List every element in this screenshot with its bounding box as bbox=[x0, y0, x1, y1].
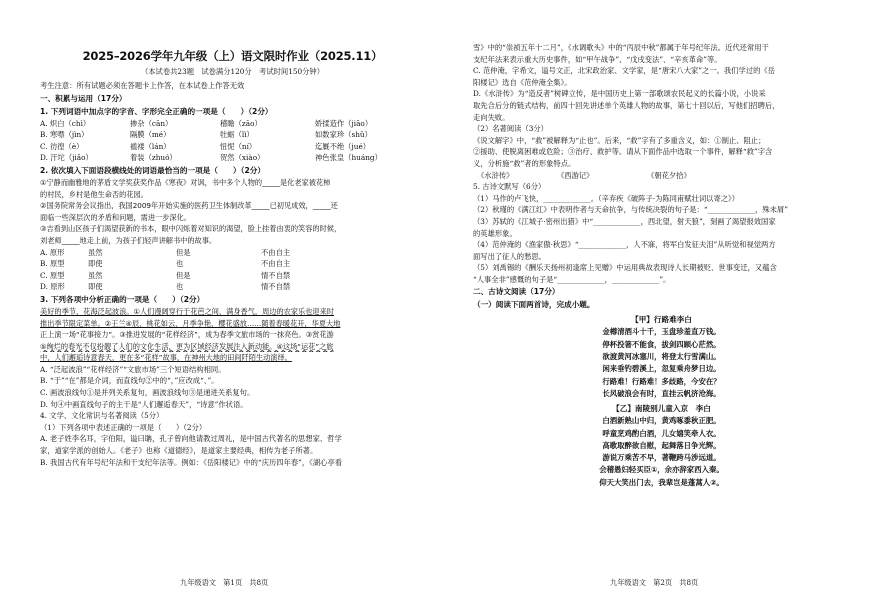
q1-option-row bbox=[40, 118, 425, 130]
body-line: ②援助、使脱离困难或危险；③治疗、救护等。请从下面作品中选取一个事件，解释“救”字含 bbox=[473, 147, 773, 157]
body-line: 雪》中的“崇祯五年十二月”，《水调歌头》中的“丙辰中秋”都属于年号纪年法。近代还常用干 bbox=[473, 43, 769, 52]
q1-option-row bbox=[40, 152, 425, 164]
poem-line: 高歌取醉欲自慰，起舞落日争光辉。 bbox=[602, 440, 721, 450]
q2-option-cell: C. 原型 bbox=[40, 270, 65, 280]
question-5: 5. 古诗文默写（6分） bbox=[473, 182, 546, 192]
question-2: 2. 依次填入下面语段横线处的词语最恰当的一项是（ ）（2分） bbox=[40, 165, 265, 175]
q2-option-cell: 即使 bbox=[88, 282, 103, 292]
q1-option-cell: 忸怩（ní） bbox=[220, 141, 257, 151]
q2-option-cell: 但是 bbox=[176, 247, 191, 257]
poem-line: 欲渡黄河冰塞川，将登太行雪满山。 bbox=[602, 352, 721, 362]
body-line: C. 范仲淹，字希文，谥号文正，北宋政治家、文学家，是“唐宋八大家”之一。我们学过的《岳 bbox=[473, 66, 775, 76]
q3-passage-line: 中，人们邂逅诗意春天，更在多“花样”故事，在神州大地的田间阡陌生动演绎。 bbox=[40, 353, 292, 363]
q3-option: D. 句④中画直线句子的主干是“人们邂逅春天”，“诗意”作状语。 bbox=[40, 399, 248, 409]
q1-option-cell: 神色张皇（huáng） bbox=[315, 153, 382, 163]
q3-passage-line: 正上演一场“花事接力”。③推进发展的“花样经济”，成为春季文旅市场的一抹亮色。③赏花游 bbox=[40, 330, 334, 340]
q1-option-cell: B. 寒噤（jìn） bbox=[40, 130, 89, 140]
q5-line: 的英雄形象。 bbox=[473, 228, 517, 238]
q3-passage-line: 推出季节限定菜单。②王兰④辰、桃花如云、月季争艳、樱花盛放……随着春暖花开，华夏大地 bbox=[40, 318, 341, 328]
body-line: 义，分析施“救”者的形象特点。 bbox=[473, 158, 576, 168]
q2-option-row bbox=[40, 270, 425, 282]
q2-option-cell: 虽然 bbox=[88, 247, 103, 257]
q4-option-line: A. 老子姓李名耳，字伯阳，谥曰聃，孔子曾向他请教过周礼，是中国古代著名的思想家、哲学 bbox=[40, 434, 342, 444]
exam-subtitle: （本试卷共23题 试卷满分120分 考试时间150分钟） bbox=[140, 67, 325, 76]
q2-option-cell: 虽然 bbox=[88, 270, 103, 280]
q2-option-cell: A. 原形 bbox=[40, 247, 65, 257]
notice: 考生注意：所有试题必须在答题卡上作答，在本试卷上作答无效 bbox=[40, 81, 245, 90]
q1-option-cell: 掺杂（cān） bbox=[130, 118, 173, 128]
q1-option-cell: 娇揉造作（jiāo） bbox=[315, 118, 373, 128]
body-line: 阳楼记》选自《范仲淹全集》。 bbox=[473, 77, 572, 87]
q1-option-cell: 稽瞻（zāo） bbox=[220, 118, 262, 128]
q4-option-line: B. 我国古代有年号纪年法和干支纪年法等。例如：《岳阳楼记》中的“庆历四年春”，《湖心亭看 bbox=[40, 457, 343, 467]
q2-option-cell: 不由自主 bbox=[261, 259, 291, 269]
q5-line: （5）刘禹锡的《酬乐天扬州初逢席上见赠》中运用典故表现诗人长期被贬、世事变迁，又蕴含 bbox=[473, 263, 777, 273]
q3-option: A. “泛起波浪”“花样经济”“文旅市场”三个短语结构相同。 bbox=[40, 364, 226, 374]
body-line: 《说文解字》中，“救”被解释为“止也”。后来，“救”字有了多重含义，如：①制止、阻止； bbox=[473, 135, 766, 145]
q5-line: 面写出了征人的愁思。 bbox=[473, 251, 546, 261]
q3-passage-line: ⑤绚烂的春光不仅扮靓了人们的文化生活，更为区域经济发展注入新动能。④这场“运花”之旅 bbox=[40, 341, 334, 351]
q5-line: （1）马作的卢飞快，_____________。（辛弃疾《破阵子·为陈同甫赋壮词以寄之》） bbox=[473, 193, 739, 203]
poem-line: 呼童烹鸡酌白酒，儿女嬉笑牵人衣。 bbox=[602, 428, 721, 438]
q5-line: （3）苏轼的《江城子·密州出猎》中“_____________，西北望，射天狼”，刻画了渴望报效国家 bbox=[473, 216, 776, 226]
body-line: 取先合后分的链式结构，前四十回先讲述单个英雄人物的故事，第七十回以后，写他们招聘后， bbox=[473, 100, 780, 110]
q1-option-cell: 如数家珍（shǔ） bbox=[315, 130, 372, 140]
q3-passage-line: 美好的季节，花海泛起波浪。①人们漫阔穿行于花芭之间，满身香气，周边的农家乐也迎来时 bbox=[40, 306, 334, 316]
subsection-heading: （一）阅读下面两首诗，完成小题。 bbox=[473, 300, 595, 310]
q4-option-line: 家，道家学派的创始人。《老子》也称《道德经》，是道家主要经典，相传为老子所著。 bbox=[40, 446, 318, 456]
q2-option-cell: D. 原形 bbox=[40, 282, 65, 292]
poem-line: 白酒新熟山中归，黄鸡啄黍秋正肥。 bbox=[602, 416, 721, 426]
poem-line: 行路难！行路难！多歧路，今安在？ bbox=[602, 376, 721, 386]
exam-title: 2025–2026学年九年级（上）语文限时作业（2025.11） bbox=[82, 49, 383, 63]
q1-option-cell: 着装（zhuó） bbox=[130, 153, 177, 163]
section-2-heading: 二、古诗文阅读（17分） bbox=[473, 287, 560, 297]
poem-line: 仰天大笑出门去，我辈岂是蓬蒿人②。 bbox=[599, 477, 724, 487]
poem-line: 金樽清酒斗十千，玉盘珍羞直万钱。 bbox=[602, 327, 721, 337]
q3-option: B. “于”“在”都是介词，而直线句②中的“，”应改成“、”。 bbox=[40, 376, 219, 386]
q1-option-cell: 迄厩不绝（jué） bbox=[315, 141, 371, 151]
q2-option-cell: 情不自禁 bbox=[261, 270, 291, 280]
q2-passage-line: ②国务院常务会议指出，我国2009年开始实施的医药卫生体制改革_____已初见成效，_____还 bbox=[40, 201, 338, 211]
q2-option-cell: 不由自主 bbox=[261, 247, 291, 257]
q1-option-cell: A. 炽白（chì） bbox=[40, 118, 91, 128]
question-4-1: （1）下列各项中表述正确的一项是（ ）（2分） bbox=[40, 422, 207, 432]
book-title: 《西游记》 bbox=[557, 170, 594, 180]
q5-line: （4）范仲淹的《渔家傲·秋思》“_____________，人不寐，将军白发征夫泪”从听觉和视觉两方 bbox=[473, 240, 776, 250]
question-4: 4. 文学、文化常识与名著阅读（5分） bbox=[40, 411, 164, 421]
q2-passage-line: 刘老师_____地走上前，为孩子们轻声讲解书中的故事。 bbox=[40, 235, 217, 245]
body-line: 支纪年法来表示重大历史事件，如“甲午战争”、“戊戌变法”、“辛亥革命”等。 bbox=[473, 54, 722, 64]
q2-option-cell: 情不自禁 bbox=[261, 282, 291, 292]
body-line: D.《水浒传》为“造反者”树碑立传，是中国历史上第一部歌颂农民起义的长篇小说，小说采 bbox=[473, 89, 766, 99]
poem-line: 停杯投箸不能食，拔剑四顾心茫然。 bbox=[602, 339, 721, 349]
poem-2-title: 【乙】南陵别儿童入京 李白 bbox=[612, 404, 711, 414]
q2-option-cell: 也 bbox=[176, 259, 184, 269]
q1-option-cell: 隔膜（mé） bbox=[130, 130, 171, 140]
question-3: 3. 下列各项中分析正确的一项是（ ）（2分） bbox=[40, 294, 205, 304]
right-page bbox=[435, 0, 870, 615]
poem-line: 会稽愚妇轻买臣①，余亦辞家西入秦。 bbox=[599, 465, 724, 475]
q2-passage-line: 的村民，乡村是他生命否的花园。 bbox=[40, 189, 148, 199]
q2-option-row bbox=[40, 247, 425, 259]
section-1-heading: 一、积累与运用（17分） bbox=[40, 93, 127, 103]
q2-option-row bbox=[40, 258, 425, 270]
q1-option-cell: 贺然（xiào） bbox=[220, 153, 265, 163]
question-1: 1. 下列词语中加点字的字音、字形完全正确的一项是（ ）（2分） bbox=[40, 106, 273, 116]
q2-passage-line: ③吉看到山区孩子们渴望获新的书本，眼中闪烁着对知识的渴望，脸上挂着由衷的笑容的时候， bbox=[40, 224, 342, 234]
q1-option-row bbox=[40, 129, 425, 141]
q1-option-cell: 褴褛（lán） bbox=[130, 141, 171, 151]
q2-option-row bbox=[40, 281, 425, 293]
q2-option-cell: 也 bbox=[176, 282, 184, 292]
q2-passage-line: 面临一些深层次的矛盾和问题，需进一步深化。 bbox=[40, 212, 191, 222]
q2-option-cell: 但是 bbox=[176, 270, 191, 280]
q5-line: “人事全非”感慨的句子是“_____________，_____________”。 bbox=[473, 274, 671, 284]
poem-1-title: 【甲】行路难李白 bbox=[631, 315, 692, 325]
q2-option-cell: B. 原型 bbox=[40, 259, 65, 269]
book-title: 《水浒传》 bbox=[477, 170, 514, 180]
poem-line: 游说万乘苦不早，著鞭跨马涉远道。 bbox=[602, 453, 721, 463]
q2-option-cell: 即使 bbox=[88, 259, 103, 269]
q1-option-cell: D. 汗坨（jiǎo） bbox=[40, 153, 93, 163]
q1-option-cell: 牡蛎（lì） bbox=[220, 130, 254, 140]
q1-option-row bbox=[40, 141, 425, 153]
page-2-footer: 九年级语文 第2页 共8页 bbox=[610, 578, 699, 587]
book-list bbox=[473, 170, 850, 182]
poem-line: 闲来垂钓碧溪上，忽复乘舟梦日边。 bbox=[602, 364, 721, 374]
book-title: 《朝花夕拾》 bbox=[647, 170, 691, 180]
q3-option: C. 画波浪线句①是并列关系复句，画波浪线句③是递进关系复句。 bbox=[40, 388, 255, 398]
q5-line: （2）秋瑾的《满江红》中表明作者与天命抗争，与传统决裂的句子是：“_____________，殊未屑” bbox=[473, 205, 788, 215]
q1-option-cell: C. 彷徨（è） bbox=[40, 141, 84, 151]
q2-passage-line: ①宁静而幽雅地的茅盾文学奖获奖作品《寒夜》对讽，书中多个人物的_____是化老家被花柿 bbox=[40, 177, 331, 187]
body-line: 走向失败。 bbox=[473, 112, 510, 122]
page-1-footer: 九年级语文 第1页 共8页 bbox=[180, 578, 269, 587]
body-line: （2）名著阅读（3分） bbox=[473, 124, 548, 134]
poem-line: 长风破浪会有时，直挂云帆济沧海。 bbox=[602, 388, 721, 398]
